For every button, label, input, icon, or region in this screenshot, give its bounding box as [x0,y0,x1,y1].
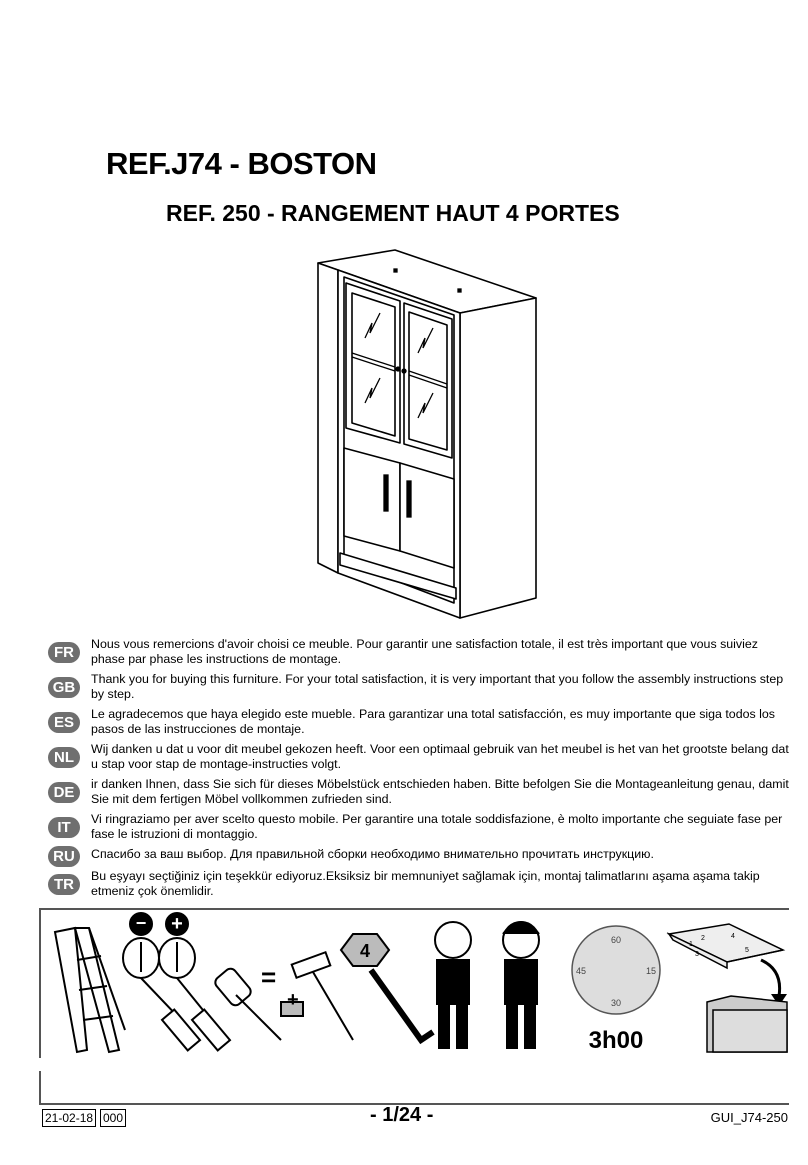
clock-mark-60: 60 [610,935,622,945]
equals-sign: = [261,962,277,992]
footer-code: 000 [100,1109,126,1127]
lang-row-tr [48,868,788,903]
lang-row-nl [48,741,788,776]
lang-text-de: ir danken Ihnen, dass Sie sich für dieses Möbelstück entschieden haben. Bitte befolgen Sie die Montageanleitung genau, damit Sie mit dem fertigen Möbel vollkommen zufrieden sind. [91,777,789,806]
plus-sign: + [171,913,183,935]
lang-text-fr: Nous vous remercions d'avoir choisi ce meuble. Pour garantir une satisfaction totale, il est très important que vous suiviez phase par phase les instructions de montage. [91,637,758,666]
lang-badge-tr: TR [48,874,80,895]
product-title: REF.J74 - BOSTON [106,146,377,181]
lang-badge-gb: GB [48,677,80,698]
lang-text-gb: Thank you for buying this furniture. For your total satisfaction, it is very important that you follow the assembly instructions step by step. [91,672,784,701]
lang-badge-nl: NL [48,747,80,768]
hex-key-size: 4 [359,941,371,961]
manual-page-3: 3 [695,951,699,958]
lang-row-it [48,811,788,846]
lang-row-fr [48,636,788,671]
tools-illustration [41,910,789,1058]
lang-badge-de: DE [48,782,80,803]
clock-mark-30: 30 [610,998,622,1008]
manual-page-2: 2 [701,935,705,942]
lang-text-es: Le agradecemos que haya elegido este mueble. Para garantizar una total satisfacción, es muy importante que siga todos los pasos de las instrucciones de montaje. [91,707,775,736]
assembly-time: 3h00 [588,1027,644,1054]
lang-badge-ru: RU [48,846,80,867]
ladder-icon [55,928,125,1052]
notes-box [39,1071,789,1105]
clock-mark-15: 15 [645,966,657,976]
document-reference: GUI_J74-250 [710,1110,788,1125]
cabinet-illustration [300,243,540,623]
folder-icon [707,996,787,1052]
product-subtitle: REF. 250 - RANGEMENT HAUT 4 PORTES [166,200,620,226]
screwdriver-icons [123,913,230,1050]
lang-row-ru [48,846,788,868]
hex-key-icon [341,934,433,1040]
manual-page-5: 5 [745,947,749,954]
lang-text-tr: Bu eşyayı seçtiğiniz için teşekkür ediyoruz.Eksiksiz bir memnuniyet sağlamak için, montaj talimatlarını aşama aşama takip etmeniz çok önemlidir. [91,869,760,898]
lang-text-it: Vi ringraziamo per aver scelto questo mobile. Per garantire una totale soddisfazione, è molto importante che seguiate fase per fase le istruzioni di montaggio. [91,812,783,841]
lang-badge-fr: FR [48,642,80,663]
two-person-icon [435,922,539,1048]
lang-badge-es: ES [48,712,80,733]
clock-mark-45: 45 [575,966,587,976]
minus-sign: − [135,913,147,933]
footer-date: 21-02-18 [42,1109,96,1127]
plus-block-sign: + [287,989,299,1011]
lang-row-gb [48,671,788,706]
tools-panel [39,908,789,1058]
arrow-icon [761,960,780,996]
lang-badge-it: IT [48,817,80,838]
lang-text-nl: Wij danken u dat u voor dit meubel gekozen heeft. Voor een optimaal gebruik van het meubel is het van het grootste belang dat u stap voor stap de montage-instructies volgt. [91,742,789,771]
manual-page-1: 1 [689,941,693,948]
lang-row-de [48,776,788,811]
manual-page-4: 4 [731,933,735,940]
language-instructions [48,636,788,903]
page-number: - 1/24 - [370,1104,434,1126]
lang-row-es [48,706,788,741]
lang-text-ru: Спасибо за ваш выбор. Для правильной сборки необходимо внимательно прочитать инструкцию. [91,847,654,861]
